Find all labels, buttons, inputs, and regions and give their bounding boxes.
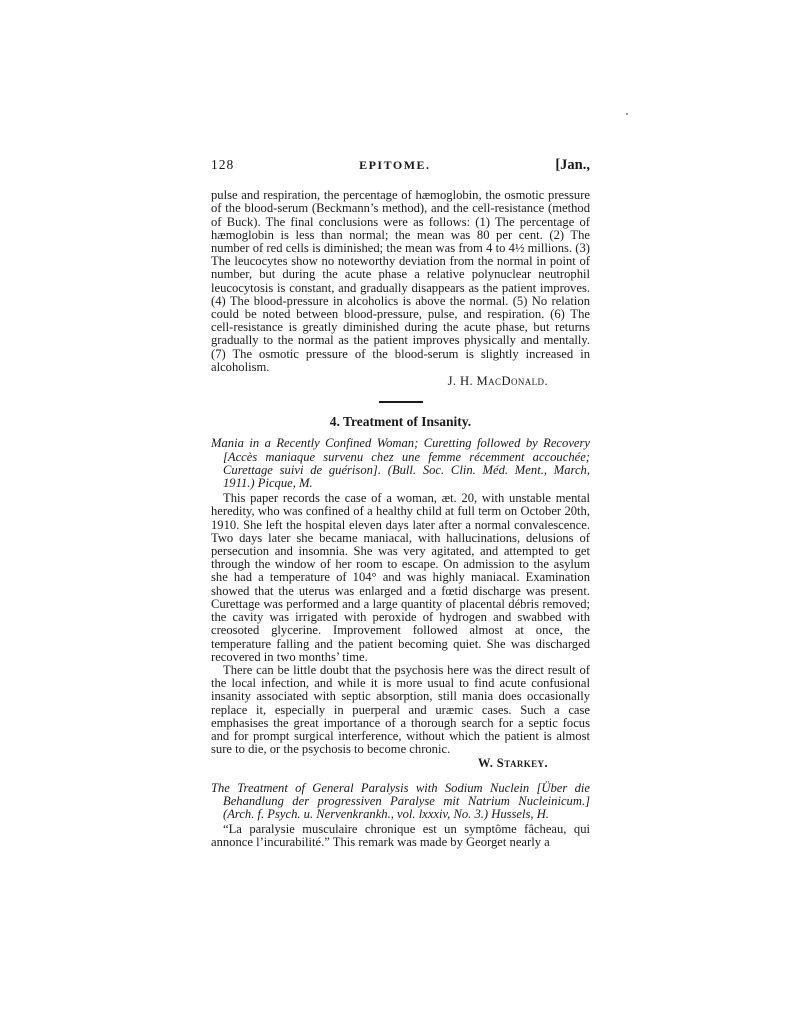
scan-speck <box>626 113 628 115</box>
article2-ref-author: Picque, M. <box>257 476 313 491</box>
article2-ref-journal: (Bull. Soc. Clin. Méd. Ment., March, 1911.) <box>223 462 590 491</box>
page-number: 128 <box>211 157 235 172</box>
section-heading: 4. Treatment of Insanity. <box>329 414 472 430</box>
text-column <box>211 158 590 850</box>
article1-body: pulse and respiration, the percentage of hæmoglobin, the osmotic pressure of the blood-serum (Beckmann’s method), and the cell-resistance (method of Buck). The final conclusions were as follows: (1) The percentage of hæmoglobin is less than normal; the mean was 80 per cent. (2) The number of red cells is diminished; the mean was from 4 to 4½ millions. (3) The leucocytes show no noteworthy deviation from the normal in point of number, but during the acute phase a relative polynuclear neutrophil leucocytosis is constant, and gradually disappears as the patient improves. (4) The blood-pressure in alcoholics is above the normal. (5) No relation could be noted between blood-pressure, pulse, and respiration. (6) The cell-resistance is greatly diminished during the acute phase, but returns gradually to the normal as the patient improves physically and mentally. (7) The osmotic pressure of the blood-serum is slightly increased in alcoholism. <box>211 188 590 374</box>
running-section: [Jan., <box>555 157 590 173</box>
article3-reference <box>211 782 590 822</box>
article3-ref-author: Hussels, H. <box>491 806 549 821</box>
article3-ref-german: [Über die Behandlung der progressiven Paralyse mit Natrium Nucleinicum.] <box>223 780 590 808</box>
article2-paragraph-1: This paper records the case of a woman, æt. 20, with unstable mental heredity, who was confined of a healthy child at full term on October 20th, 1910. She left the hospital eleven days later after a normal convalescence. Two days later she became maniacal, with hallucinations, delusions of persecution and insomnia. She was very agitated, and attempted to get through the window of her room to escape. On admission to the asylum she had a temperature of 104° and was highly maniacal. Examination showed that the uterus was enlarged and a fœtid discharge was present. Curettage was performed and a large quantity of placental débris removed; the cavity was irrigated with peroxide of hydrogen and swabbed with creosoted glycerine. Improvement followed almost at once, the temperature falling and the patient becoming quiet. She was discharged recovered in two months’ time. <box>211 491 590 664</box>
article2-ref-french: [Accès maniaque survenu chez une femme récemment accouchée; Curettage suivi de guérison]. <box>223 449 590 477</box>
article3-ref-journal: (Arch. f. Psych. u. Nervenkrankh., vol. lxxxiv, No. 3.) <box>223 806 489 821</box>
article3-ref-title: The Treatment of General Paralysis with Sodium Nuclein <box>211 780 530 795</box>
article2-paragraph-2: There can be little doubt that the psychosis here was the direct result of the local infection, and while it is more usual to find acute confusional insanity associated with septic absorption, still mania does occasionally replace it, especially in puerperal and uræmic cases. Such a case emphasises the great importance of a thorough search for a septic focus and for prompt surgical interference, without which the patient is almost sure to die, or the psychosis to become chronic. <box>211 662 590 757</box>
article3-paragraph-1: “La paralysie musculaire chronique est un symptôme fâcheau, qui annonce l’incurabilité.” This remark was made by Georget nearly a <box>211 822 590 850</box>
spacer <box>211 771 590 778</box>
running-title: EPITOME. <box>359 158 431 172</box>
article2-signature: W. Starkey. <box>477 756 548 771</box>
section-divider <box>379 401 423 403</box>
running-head <box>211 158 590 172</box>
article1-signature: J. H. MacDonald. <box>447 374 548 389</box>
article2-reference <box>211 437 590 490</box>
article2-ref-title: Mania in a Recently Confined Woman; Curetting followed by Recovery <box>211 436 590 451</box>
